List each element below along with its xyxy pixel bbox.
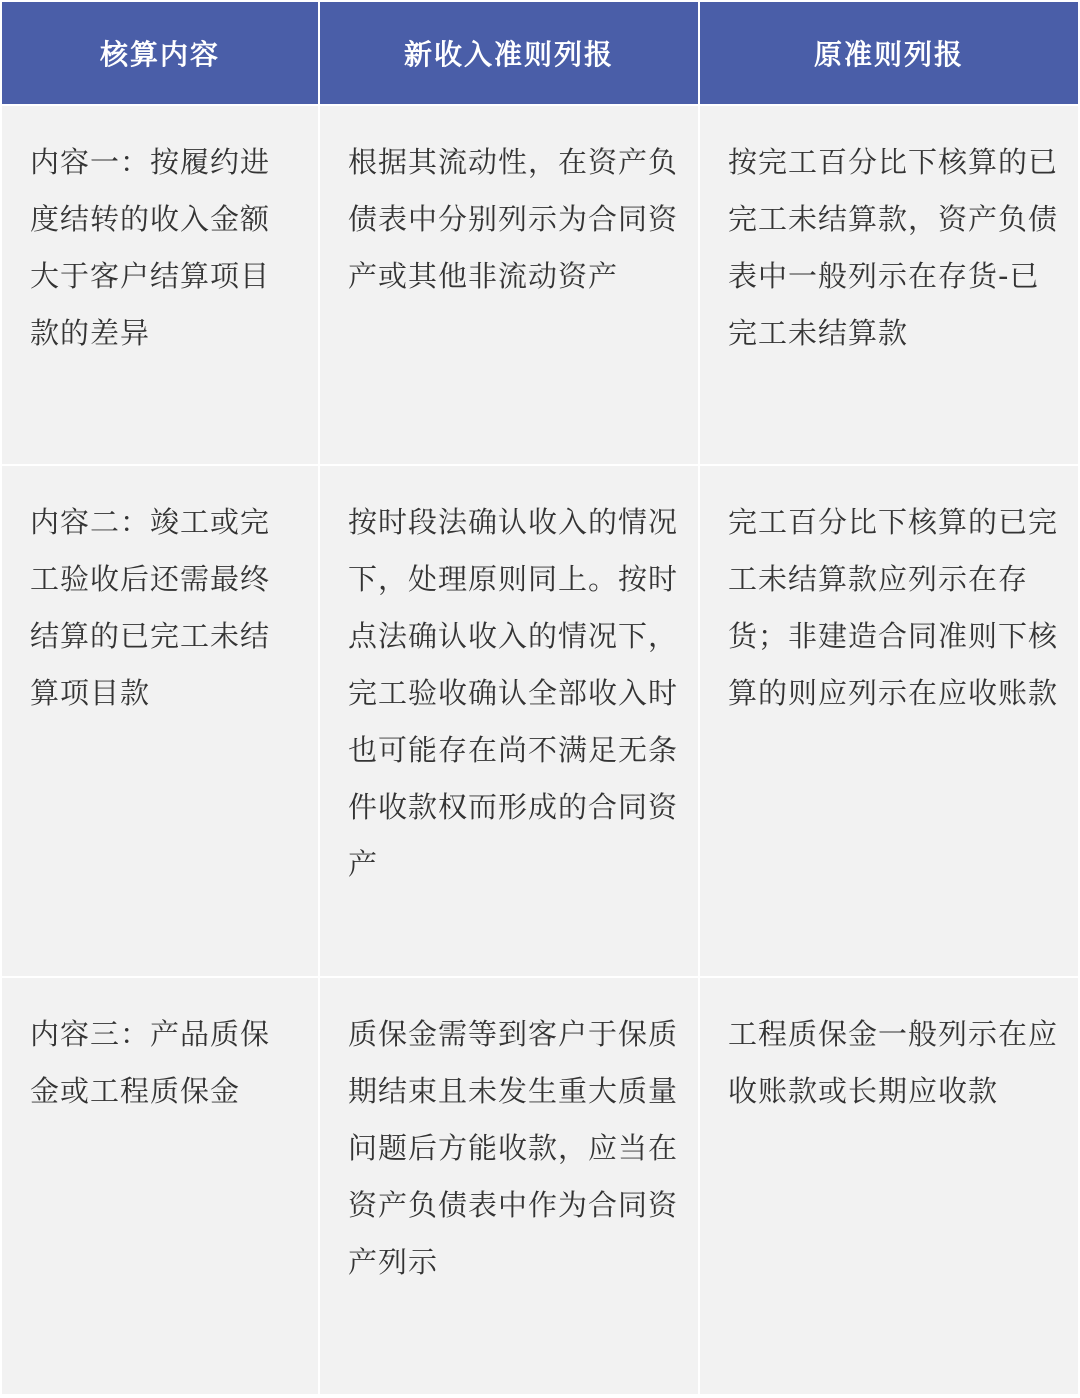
header-new-standard: 新收入准则列报 bbox=[320, 2, 698, 104]
row1-old-standard: 按完工百分比下核算的已完工未结算款，资产负债表中一般列示在存货-已完工未结算款 bbox=[700, 106, 1078, 464]
row2-old-standard: 完工百分比下核算的已完工未结算款应列示在存货；非建造合同准则下核算的则应列示在应收账款 bbox=[700, 466, 1078, 976]
row3-old-standard: 工程质保金一般列示在应收账款或长期应收款 bbox=[700, 978, 1078, 1394]
accounting-comparison-table bbox=[2, 2, 1078, 1396]
row2-content: 内容二：竣工或完工验收后还需最终结算的已完工未结算项目款 bbox=[2, 466, 318, 976]
row3-new-standard: 质保金需等到客户于保质期结束且未发生重大质量问题后方能收款，应当在资产负债表中作为合同资产列示 bbox=[320, 978, 698, 1394]
row1-content: 内容一：按履约进度结转的收入金额大于客户结算项目款的差异 bbox=[2, 106, 318, 464]
row3-content: 内容三：产品质保金或工程质保金 bbox=[2, 978, 318, 1394]
header-old-standard: 原准则列报 bbox=[700, 2, 1078, 104]
header-accounting-content: 核算内容 bbox=[2, 2, 318, 104]
row2-new-standard: 按时段法确认收入的情况下，处理原则同上。按时点法确认收入的情况下，完工验收确认全部收入时也可能存在尚不满足无条件收款权而形成的合同资产 bbox=[320, 466, 698, 976]
row1-new-standard: 根据其流动性，在资产负债表中分别列示为合同资产或其他非流动资产 bbox=[320, 106, 698, 464]
